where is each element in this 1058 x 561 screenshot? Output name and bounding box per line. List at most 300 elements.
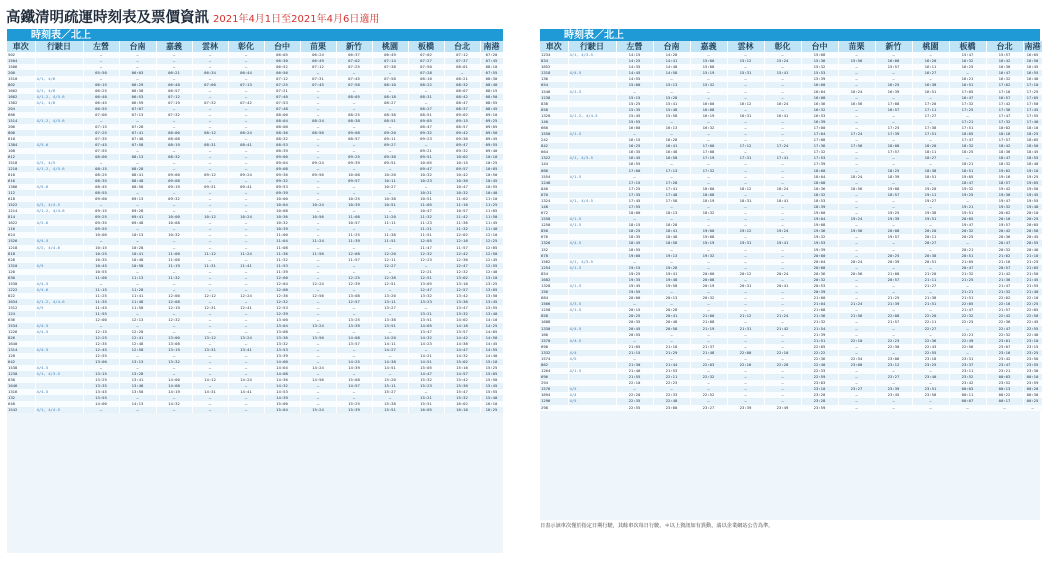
time-cell: 16:15 — [616, 137, 653, 143]
time-cell: — — [764, 386, 801, 392]
time-cell: — — [764, 131, 801, 137]
time-cell: 19:38 — [912, 210, 949, 216]
time-cell: 13:41 — [228, 347, 264, 353]
time-cell: — — [690, 52, 727, 58]
time-cell: 13:47 — [444, 305, 480, 311]
time-cell: 08:35 — [83, 178, 119, 184]
time-cell: 00:03 — [949, 386, 986, 392]
time-cell: — — [838, 198, 875, 204]
time-cell: 14:08 — [264, 371, 300, 377]
time-cell: 20:19 — [690, 283, 727, 289]
time-cell: — — [912, 380, 949, 386]
time-cell: 08:57 — [336, 136, 372, 142]
service-days: 4/5-6 — [35, 142, 83, 148]
time-cell: — — [372, 166, 408, 172]
train-number: 1322 — [540, 155, 568, 161]
time-cell: 06:49 — [372, 52, 408, 58]
time-cell: 10:23 — [408, 178, 444, 184]
time-cell: 21:10 — [1023, 253, 1042, 259]
time-cell: 11:08 — [156, 257, 192, 263]
time-cell: 21:47 — [949, 307, 986, 313]
time-cell: — — [119, 238, 156, 244]
time-cell: — — [228, 58, 264, 64]
time-cell: 10:15 — [444, 160, 480, 166]
service-days: 4/4-5 — [35, 323, 83, 329]
time-cell: 15:11 — [372, 383, 408, 389]
time-cell: 21:55 — [616, 374, 653, 380]
service-days: 4/4 — [568, 392, 616, 398]
time-cell: 21:40 — [1023, 289, 1042, 295]
time-cell: — — [838, 113, 875, 119]
time-cell: — — [875, 326, 912, 332]
time-cell: 12:32 — [444, 269, 480, 275]
train-number: 1320 — [540, 113, 568, 119]
train-number: 642 — [7, 359, 35, 365]
time-cell: — — [838, 326, 875, 332]
train-number: 846 — [540, 186, 568, 192]
time-cell: — — [83, 76, 119, 82]
time-cell: — — [838, 398, 875, 404]
time-cell: 15:56 — [838, 58, 875, 64]
header-row-right — [540, 41, 1042, 52]
time-cell: — — [875, 380, 912, 386]
time-cell: 10:00 — [156, 214, 192, 220]
time-cell: 08:55 — [83, 190, 119, 196]
time-cell: 08:41 — [119, 172, 156, 178]
time-cell: — — [119, 407, 156, 413]
time-cell: 08:04 — [264, 118, 300, 124]
time-cell: — — [228, 341, 264, 347]
time-cell: 09:25 — [336, 154, 372, 160]
train-number: 1646 — [7, 383, 35, 389]
service-days: 4/1-5 — [568, 368, 616, 374]
time-cell: 08:18 — [372, 94, 408, 100]
train-number: 1210 — [7, 166, 35, 172]
time-cell: 21:30 — [616, 362, 653, 368]
time-cell: — — [764, 174, 801, 180]
time-cell: 10:20 — [372, 172, 408, 178]
time-cell: — — [764, 368, 801, 374]
time-cell: 19:56 — [838, 228, 875, 234]
train-number: 116 — [7, 226, 35, 232]
time-cell: — — [228, 407, 264, 413]
time-cell: — — [912, 95, 949, 101]
time-cell: 21:05 — [949, 259, 986, 265]
time-cell: — — [727, 338, 764, 344]
train-number: 858 — [540, 313, 568, 319]
time-cell: — — [228, 383, 264, 389]
time-cell: — — [875, 180, 912, 186]
time-cell: 09:39 — [336, 160, 372, 166]
time-cell: — — [192, 202, 228, 208]
train-number: 818 — [7, 251, 35, 257]
time-cell: 12:27 — [372, 263, 408, 269]
time-cell: 08:32 — [264, 136, 300, 142]
time-cell: 17:31 — [727, 155, 764, 161]
time-cell: 12:38 — [372, 275, 408, 281]
time-cell: 12:25 — [336, 275, 372, 281]
time-cell: — — [228, 208, 264, 214]
train-number: 1316 — [7, 389, 35, 395]
train-number: 648 — [7, 401, 35, 407]
time-cell: 21:08 — [690, 319, 727, 325]
time-cell: — — [949, 283, 986, 289]
time-cell: — — [228, 299, 264, 305]
time-cell: 16:21 — [949, 76, 986, 82]
time-cell: — — [119, 118, 156, 124]
time-cell: — — [727, 374, 764, 380]
time-cell: — — [372, 311, 408, 317]
time-cell: 07:55 — [83, 148, 119, 154]
column-header: 桃園 — [912, 41, 949, 52]
time-cell: 22:40 — [1023, 332, 1042, 338]
time-cell: 16:55 — [1023, 70, 1042, 76]
time-cell: 22:56 — [949, 344, 986, 350]
timetable-left — [7, 41, 504, 413]
time-cell: 16:32 — [949, 58, 986, 64]
time-cell: — — [690, 368, 727, 374]
time-cell: — — [192, 401, 228, 407]
column-header: 南港 — [480, 41, 503, 52]
time-cell: 12:19 — [156, 305, 192, 311]
time-cell: 14:16 — [444, 323, 480, 329]
time-cell: 23:21 — [986, 368, 1023, 374]
time-cell: — — [408, 347, 444, 353]
time-cell: — — [228, 232, 264, 238]
time-cell: — — [838, 125, 875, 131]
time-cell: 18:41 — [653, 228, 690, 234]
time-cell: 20:41 — [764, 283, 801, 289]
time-cell: 11:20 — [372, 214, 408, 220]
time-cell: 19:05 — [949, 174, 986, 180]
time-cell: 19:12 — [727, 228, 764, 234]
time-cell: 09:32 — [264, 178, 300, 184]
time-cell: 18:04 — [801, 174, 838, 180]
time-cell: 06:53 — [119, 94, 156, 100]
time-cell: 15:36 — [801, 58, 838, 64]
time-cell: — — [300, 263, 336, 269]
time-cell: — — [912, 247, 949, 253]
time-cell: 07:42 — [228, 100, 264, 106]
service-days: 4/1, 4/3-5 — [568, 259, 616, 265]
time-cell: 08:19 — [156, 142, 192, 148]
time-cell: 11:41 — [119, 293, 156, 299]
time-cell: 08:53 — [264, 142, 300, 148]
time-cell: 18:21 — [949, 161, 986, 167]
time-cell: 16:38 — [912, 82, 949, 88]
time-cell: — — [838, 167, 875, 173]
train-number: 690 — [540, 344, 568, 350]
time-cell: — — [912, 119, 949, 125]
time-cell: 07:00 — [192, 82, 228, 88]
time-cell: 22:33 — [801, 368, 838, 374]
train-number: 1296 — [540, 398, 568, 404]
time-cell: 14:50 — [480, 335, 503, 341]
time-cell: 08:10 — [372, 82, 408, 88]
time-cell: — — [875, 95, 912, 101]
time-cell: — — [764, 82, 801, 88]
time-cell: 18:32 — [690, 210, 727, 216]
time-cell: 07:27 — [408, 58, 444, 64]
time-cell: — — [764, 307, 801, 313]
time-cell: — — [228, 190, 264, 196]
time-cell: 16:08 — [801, 95, 838, 101]
time-cell: 12:45 — [83, 347, 119, 353]
time-cell: — — [690, 386, 727, 392]
time-cell: — — [912, 161, 949, 167]
time-cell: 06:05 — [264, 52, 300, 58]
time-cell: 09:38 — [372, 154, 408, 160]
time-cell: — — [727, 380, 764, 386]
time-cell: — — [727, 161, 764, 167]
time-cell: 15:00 — [616, 82, 653, 88]
train-number: 1238 — [540, 95, 568, 101]
time-cell: 22:16 — [727, 362, 764, 368]
time-cell: 19:35 — [616, 277, 653, 283]
time-cell: — — [372, 395, 408, 401]
train-number: 144 — [540, 161, 568, 167]
time-cell: 08:47 — [408, 124, 444, 130]
time-cell: 11:35 — [83, 299, 119, 305]
column-header: 板橋 — [949, 41, 986, 52]
time-cell: 09:40 — [480, 148, 503, 154]
service-days: 4/1-5 — [568, 283, 616, 289]
time-cell: 14:24 — [228, 377, 264, 383]
time-cell: — — [727, 277, 764, 283]
time-cell: — — [653, 174, 690, 180]
time-cell: 20:47 — [949, 265, 986, 271]
time-cell: 18:41 — [764, 198, 801, 204]
time-cell: — — [875, 332, 912, 338]
time-cell: 12:51 — [372, 281, 408, 287]
time-cell: — — [228, 76, 264, 82]
time-cell: 13:32 — [264, 341, 300, 347]
time-cell: — — [192, 154, 228, 160]
time-cell: 23:55 — [1023, 362, 1042, 368]
time-cell: 19:00 — [801, 210, 838, 216]
time-cell: 17:05 — [1023, 95, 1042, 101]
time-cell: 18:08 — [875, 143, 912, 149]
time-cell: 20:56 — [838, 271, 875, 277]
time-cell: 18:15 — [616, 222, 653, 228]
column-header: 左營 — [616, 41, 653, 52]
time-cell: 13:24 — [300, 323, 336, 329]
time-cell: — — [727, 319, 764, 325]
time-cell: — — [228, 124, 264, 130]
service-days: 4/5 — [568, 398, 616, 404]
time-cell: 22:32 — [690, 374, 727, 380]
time-cell: 13:32 — [156, 359, 192, 365]
time-cell: 09:15 — [444, 118, 480, 124]
time-cell: 19:21 — [949, 204, 986, 210]
time-cell: 12:57 — [444, 287, 480, 293]
time-cell: — — [336, 184, 372, 190]
time-cell: — — [300, 70, 336, 76]
time-cell: 11:24 — [300, 238, 336, 244]
time-cell: — — [228, 178, 264, 184]
train-number: 854 — [540, 271, 568, 277]
time-cell: 12:42 — [444, 251, 480, 257]
time-cell: 21:32 — [801, 319, 838, 325]
time-cell: — — [119, 64, 156, 70]
time-cell: — — [838, 95, 875, 101]
time-cell: 07:48 — [119, 136, 156, 142]
time-cell: 19:47 — [949, 222, 986, 228]
time-cell: — — [300, 257, 336, 263]
time-cell: 10:28 — [119, 245, 156, 251]
time-cell: — — [300, 124, 336, 130]
time-cell: — — [764, 192, 801, 198]
time-cell: 09:23 — [408, 136, 444, 142]
column-header: 雲林 — [192, 41, 228, 52]
time-cell: — — [336, 106, 372, 112]
time-cell: 23:27 — [690, 405, 727, 411]
time-cell: 12:32 — [156, 317, 192, 323]
time-cell: — — [727, 137, 764, 143]
time-cell: 10:32 — [264, 220, 300, 226]
time-cell: 10:02 — [444, 154, 480, 160]
time-cell: — — [408, 88, 444, 94]
time-cell: 08:31 — [408, 94, 444, 100]
time-cell: 14:45 — [616, 70, 653, 76]
time-cell: — — [764, 180, 801, 186]
time-cell: 22:36 — [801, 356, 838, 362]
train-number: 1522 — [7, 202, 35, 208]
time-cell: 17:13 — [653, 167, 690, 173]
time-cell: 11:15 — [83, 287, 119, 293]
train-number: 630 — [7, 275, 35, 281]
service-days: 4/1, 4/3-5 — [35, 371, 83, 377]
time-cell: — — [119, 190, 156, 196]
time-cell: 06:03 — [119, 70, 156, 76]
time-cell: 08:57 — [444, 124, 480, 130]
time-cell: 15:32 — [408, 377, 444, 383]
time-cell: 17:39 — [801, 161, 838, 167]
time-cell: 07:14 — [372, 58, 408, 64]
time-cell: — — [949, 326, 986, 332]
time-cell: 18:39 — [875, 174, 912, 180]
time-cell: 20:21 — [949, 247, 986, 253]
time-cell: 13:25 — [336, 317, 372, 323]
time-cell: 18:05 — [1023, 137, 1042, 143]
time-cell: — — [690, 380, 727, 386]
time-cell: 12:23 — [408, 257, 444, 263]
time-cell: 23:52 — [949, 374, 986, 380]
time-cell: 09:57 — [336, 178, 372, 184]
time-cell: 13:31 — [192, 347, 228, 353]
time-cell: 23:51 — [912, 386, 949, 392]
time-cell: 10:15 — [83, 245, 119, 251]
time-cell: 17:55 — [616, 204, 653, 210]
train-number: 124 — [7, 311, 35, 317]
time-cell: 23:08 — [653, 405, 690, 411]
train-number: 670 — [540, 192, 568, 198]
time-cell: 13:08 — [336, 293, 372, 299]
time-cell: — — [690, 338, 727, 344]
time-cell: 06:48 — [156, 82, 192, 88]
time-cell: 23:47 — [986, 362, 1023, 368]
time-cell: 16:53 — [801, 113, 838, 119]
service-days: 4/1-2, 4/5-6 — [35, 166, 83, 172]
service-days: 4/1-5 — [568, 216, 616, 222]
time-cell: — — [727, 95, 764, 101]
time-cell: 10:55 — [480, 184, 503, 190]
time-cell: 18:25 — [949, 149, 986, 155]
time-cell: 18:32 — [986, 161, 1023, 167]
time-cell: 09:00 — [83, 196, 119, 202]
train-number: 160 — [540, 332, 568, 338]
time-cell: — — [616, 386, 653, 392]
time-cell: — — [336, 100, 372, 106]
time-cell: — — [764, 167, 801, 173]
time-cell: 07:19 — [156, 100, 192, 106]
time-cell: 06:21 — [156, 70, 192, 76]
time-cell: 08:45 — [480, 106, 503, 112]
time-cell: — — [690, 161, 727, 167]
train-number: 1310 — [7, 263, 35, 269]
service-days: 4/4 — [568, 350, 616, 356]
time-cell: — — [838, 277, 875, 283]
time-cell: 20:55 — [616, 332, 653, 338]
time-cell: 16:27 — [912, 70, 949, 76]
time-cell: 07:28 — [408, 70, 444, 76]
train-number: 1234 — [540, 52, 568, 58]
time-cell: 21:24 — [764, 313, 801, 319]
time-cell: 22:35 — [616, 398, 653, 404]
service-days: 4/4-5 — [35, 281, 83, 287]
train-number: 294 — [540, 380, 568, 386]
time-cell: 11:51 — [372, 238, 408, 244]
time-cell: 14:51 — [372, 365, 408, 371]
time-cell: 22:42 — [986, 313, 1023, 319]
time-cell: 10:32 — [408, 172, 444, 178]
time-cell: — — [372, 269, 408, 275]
time-cell: 22:30 — [875, 344, 912, 350]
time-cell: 21:08 — [801, 307, 838, 313]
time-cell: 08:36 — [264, 130, 300, 136]
time-cell: 06:34 — [192, 70, 228, 76]
time-cell: 09:08 — [156, 178, 192, 184]
time-cell: 18:00 — [616, 210, 653, 216]
time-cell: 07:12 — [156, 94, 192, 100]
time-cell: — — [653, 131, 690, 137]
time-cell: — — [300, 317, 336, 323]
time-cell: — — [838, 204, 875, 210]
page-title — [6, 6, 379, 27]
time-cell: 11:24 — [228, 251, 264, 257]
time-cell: — — [192, 395, 228, 401]
time-cell: 08:08 — [156, 136, 192, 142]
time-cell: 22:11 — [653, 374, 690, 380]
time-cell: — — [156, 287, 192, 293]
time-cell: 19:39 — [801, 247, 838, 253]
time-cell: 19:24 — [764, 228, 801, 234]
time-cell: 19:19 — [690, 240, 727, 246]
time-cell: 18:35 — [616, 234, 653, 240]
time-cell: — — [192, 383, 228, 389]
time-cell: 15:05 — [480, 371, 503, 377]
time-cell: — — [119, 269, 156, 275]
time-cell: — — [690, 119, 727, 125]
time-cell: — — [764, 119, 801, 125]
time-cell: — — [192, 287, 228, 293]
time-cell: — — [372, 226, 408, 232]
time-cell: 10:00 — [83, 232, 119, 238]
service-days: 4/1, 4/4-5 — [568, 198, 616, 204]
service-days: 4/1-5 — [568, 265, 616, 271]
time-cell: — — [156, 407, 192, 413]
time-cell: 14:39 — [264, 395, 300, 401]
